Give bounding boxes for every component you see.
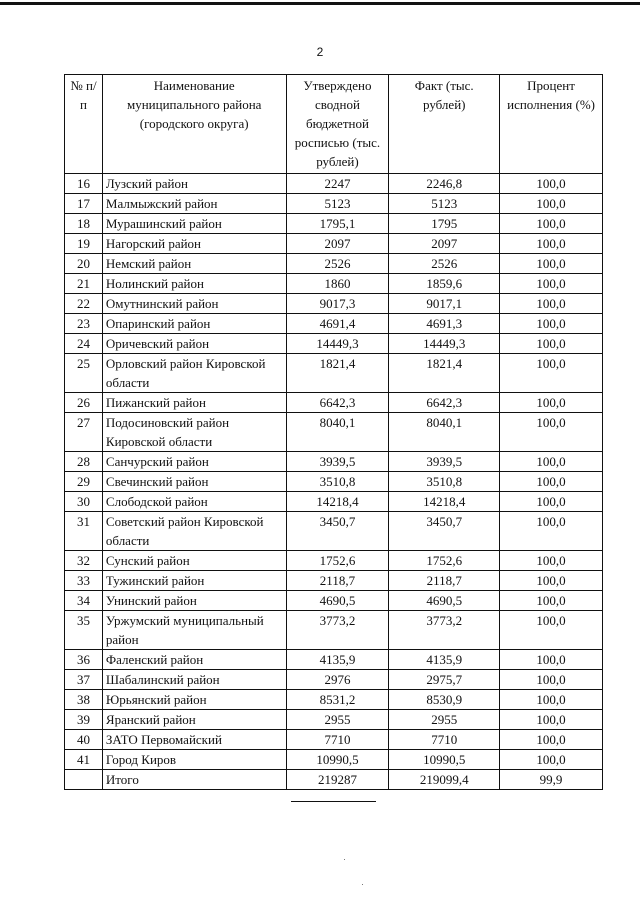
row-num: 29 xyxy=(65,472,103,492)
table-row xyxy=(65,492,603,512)
total-fact: 219099,4 xyxy=(389,770,500,790)
row-plan: 4690,5 xyxy=(286,591,389,611)
table-row xyxy=(65,472,603,492)
row-name: Советский район Кировской области xyxy=(102,512,286,551)
row-plan: 3939,5 xyxy=(286,452,389,472)
row-fact: 8530,9 xyxy=(389,690,500,710)
total-num xyxy=(65,770,103,790)
header-pct: Процент исполнения (%) xyxy=(500,75,603,174)
row-num: 19 xyxy=(65,234,103,254)
table-row xyxy=(65,650,603,670)
row-name: Фаленский район xyxy=(102,650,286,670)
row-plan: 10990,5 xyxy=(286,750,389,770)
row-num: 39 xyxy=(65,710,103,730)
row-num: 25 xyxy=(65,354,103,393)
table-row xyxy=(65,611,603,650)
row-num: 36 xyxy=(65,650,103,670)
table-row xyxy=(65,234,603,254)
row-name: Яранский район xyxy=(102,710,286,730)
row-pct: 100,0 xyxy=(500,294,603,314)
row-num: 17 xyxy=(65,194,103,214)
row-fact: 3939,5 xyxy=(389,452,500,472)
row-num: 32 xyxy=(65,551,103,571)
row-num: 38 xyxy=(65,690,103,710)
row-num: 34 xyxy=(65,591,103,611)
row-name: Пижанский район xyxy=(102,393,286,413)
table-row xyxy=(65,254,603,274)
row-plan: 2976 xyxy=(286,670,389,690)
row-name: Омутнинский район xyxy=(102,294,286,314)
row-fact: 2975,7 xyxy=(389,670,500,690)
row-name: Оричевский район xyxy=(102,334,286,354)
row-pct: 100,0 xyxy=(500,611,603,650)
row-fact: 4691,3 xyxy=(389,314,500,334)
row-plan: 8040,1 xyxy=(286,413,389,452)
row-fact: 3450,7 xyxy=(389,512,500,551)
row-plan: 9017,3 xyxy=(286,294,389,314)
row-fact: 4690,5 xyxy=(389,591,500,611)
row-plan: 8531,2 xyxy=(286,690,389,710)
table-row xyxy=(65,452,603,472)
header-name: Наименование муниципального района (городского округа) xyxy=(102,75,286,174)
row-fact: 1859,6 xyxy=(389,274,500,294)
table-row xyxy=(65,413,603,452)
total-plan: 219287 xyxy=(286,770,389,790)
row-name: Унинский район xyxy=(102,591,286,611)
row-name: Слободской район xyxy=(102,492,286,512)
table-row xyxy=(65,194,603,214)
table-row xyxy=(65,354,603,393)
row-name: Лузский район xyxy=(102,174,286,194)
row-name: Подосиновский район Кировской области xyxy=(102,413,286,452)
row-name: Орловский район Кировской области xyxy=(102,354,286,393)
row-num: 23 xyxy=(65,314,103,334)
table-row xyxy=(65,314,603,334)
row-pct: 100,0 xyxy=(500,194,603,214)
row-pct: 100,0 xyxy=(500,234,603,254)
scan-speck xyxy=(362,884,363,885)
row-fact: 14218,4 xyxy=(389,492,500,512)
row-pct: 100,0 xyxy=(500,393,603,413)
row-num: 16 xyxy=(65,174,103,194)
row-fact: 14449,3 xyxy=(389,334,500,354)
row-plan: 1795,1 xyxy=(286,214,389,234)
row-name: ЗАТО Первомайский xyxy=(102,730,286,750)
row-num: 21 xyxy=(65,274,103,294)
row-pct: 100,0 xyxy=(500,650,603,670)
row-name: Уржумский муниципальный район xyxy=(102,611,286,650)
row-fact: 3510,8 xyxy=(389,472,500,492)
row-num: 31 xyxy=(65,512,103,551)
table-row xyxy=(65,274,603,294)
row-pct: 100,0 xyxy=(500,710,603,730)
row-num: 24 xyxy=(65,334,103,354)
row-num: 33 xyxy=(65,571,103,591)
row-name: Санчурский район xyxy=(102,452,286,472)
row-pct: 100,0 xyxy=(500,314,603,334)
table-row xyxy=(65,214,603,234)
row-num: 27 xyxy=(65,413,103,452)
row-name: Нолинский район xyxy=(102,274,286,294)
row-plan: 2526 xyxy=(286,254,389,274)
row-pct: 100,0 xyxy=(500,591,603,611)
total-row xyxy=(65,770,603,790)
row-fact: 6642,3 xyxy=(389,393,500,413)
table-row xyxy=(65,334,603,354)
row-name: Опаринский район xyxy=(102,314,286,334)
row-plan: 2955 xyxy=(286,710,389,730)
row-pct: 100,0 xyxy=(500,730,603,750)
header-num: № п/п xyxy=(65,75,103,174)
row-name: Город Киров xyxy=(102,750,286,770)
table-row xyxy=(65,551,603,571)
row-pct: 100,0 xyxy=(500,750,603,770)
row-name: Малмыжский район xyxy=(102,194,286,214)
row-plan: 14449,3 xyxy=(286,334,389,354)
page-number: 2 xyxy=(316,45,324,59)
row-plan: 2247 xyxy=(286,174,389,194)
table-row xyxy=(65,512,603,551)
row-fact: 3773,2 xyxy=(389,611,500,650)
table-row xyxy=(65,710,603,730)
row-num: 18 xyxy=(65,214,103,234)
row-fact: 8040,1 xyxy=(389,413,500,452)
total-pct: 99,9 xyxy=(500,770,603,790)
row-name: Свечинский район xyxy=(102,472,286,492)
row-fact: 9017,1 xyxy=(389,294,500,314)
row-num: 35 xyxy=(65,611,103,650)
row-num: 30 xyxy=(65,492,103,512)
row-fact: 2955 xyxy=(389,710,500,730)
row-plan: 4135,9 xyxy=(286,650,389,670)
row-pct: 100,0 xyxy=(500,354,603,393)
row-fact: 7710 xyxy=(389,730,500,750)
row-plan: 3510,8 xyxy=(286,472,389,492)
row-name: Тужинский район xyxy=(102,571,286,591)
row-plan: 3773,2 xyxy=(286,611,389,650)
row-num: 40 xyxy=(65,730,103,750)
row-pct: 100,0 xyxy=(500,551,603,571)
row-plan: 3450,7 xyxy=(286,512,389,551)
table-row xyxy=(65,591,603,611)
row-fact: 2246,8 xyxy=(389,174,500,194)
scan-speck xyxy=(344,859,345,860)
row-name: Немский район xyxy=(102,254,286,274)
row-num: 41 xyxy=(65,750,103,770)
row-num: 22 xyxy=(65,294,103,314)
row-pct: 100,0 xyxy=(500,452,603,472)
table-row xyxy=(65,294,603,314)
row-pct: 100,0 xyxy=(500,492,603,512)
table-row xyxy=(65,750,603,770)
row-num: 20 xyxy=(65,254,103,274)
row-plan: 6642,3 xyxy=(286,393,389,413)
table-row xyxy=(65,174,603,194)
row-pct: 100,0 xyxy=(500,274,603,294)
row-num: 28 xyxy=(65,452,103,472)
row-plan: 2097 xyxy=(286,234,389,254)
table-header-row xyxy=(65,75,603,174)
row-plan: 5123 xyxy=(286,194,389,214)
row-pct: 100,0 xyxy=(500,472,603,492)
table-row xyxy=(65,670,603,690)
row-fact: 2097 xyxy=(389,234,500,254)
row-fact: 1795 xyxy=(389,214,500,234)
header-fact: Факт (тыс. рублей) xyxy=(389,75,500,174)
row-plan: 7710 xyxy=(286,730,389,750)
top-rule xyxy=(0,2,640,5)
row-pct: 100,0 xyxy=(500,690,603,710)
row-plan: 4691,4 xyxy=(286,314,389,334)
row-fact: 1821,4 xyxy=(389,354,500,393)
header-plan: Утверждено сводной бюджетной росписью (тыс. рублей) xyxy=(286,75,389,174)
row-name: Нагорский район xyxy=(102,234,286,254)
table-row xyxy=(65,393,603,413)
row-plan: 2118,7 xyxy=(286,571,389,591)
row-num: 26 xyxy=(65,393,103,413)
row-fact: 2526 xyxy=(389,254,500,274)
budget-execution-table xyxy=(64,74,603,790)
closing-rule xyxy=(291,801,376,802)
row-plan: 1752,6 xyxy=(286,551,389,571)
row-plan: 1821,4 xyxy=(286,354,389,393)
row-plan: 14218,4 xyxy=(286,492,389,512)
table-row xyxy=(65,571,603,591)
row-name: Мурашинский район xyxy=(102,214,286,234)
row-pct: 100,0 xyxy=(500,670,603,690)
row-name: Шабалинский район xyxy=(102,670,286,690)
row-num: 37 xyxy=(65,670,103,690)
row-pct: 100,0 xyxy=(500,334,603,354)
total-label: Итого xyxy=(102,770,286,790)
row-fact: 1752,6 xyxy=(389,551,500,571)
table-row xyxy=(65,730,603,750)
row-name: Сунский район xyxy=(102,551,286,571)
row-pct: 100,0 xyxy=(500,413,603,452)
row-fact: 5123 xyxy=(389,194,500,214)
row-pct: 100,0 xyxy=(500,214,603,234)
row-fact: 10990,5 xyxy=(389,750,500,770)
row-pct: 100,0 xyxy=(500,512,603,551)
row-pct: 100,0 xyxy=(500,174,603,194)
table-row xyxy=(65,690,603,710)
row-plan: 1860 xyxy=(286,274,389,294)
row-pct: 100,0 xyxy=(500,254,603,274)
row-fact: 2118,7 xyxy=(389,571,500,591)
row-pct: 100,0 xyxy=(500,571,603,591)
row-name: Юрьянский район xyxy=(102,690,286,710)
row-fact: 4135,9 xyxy=(389,650,500,670)
